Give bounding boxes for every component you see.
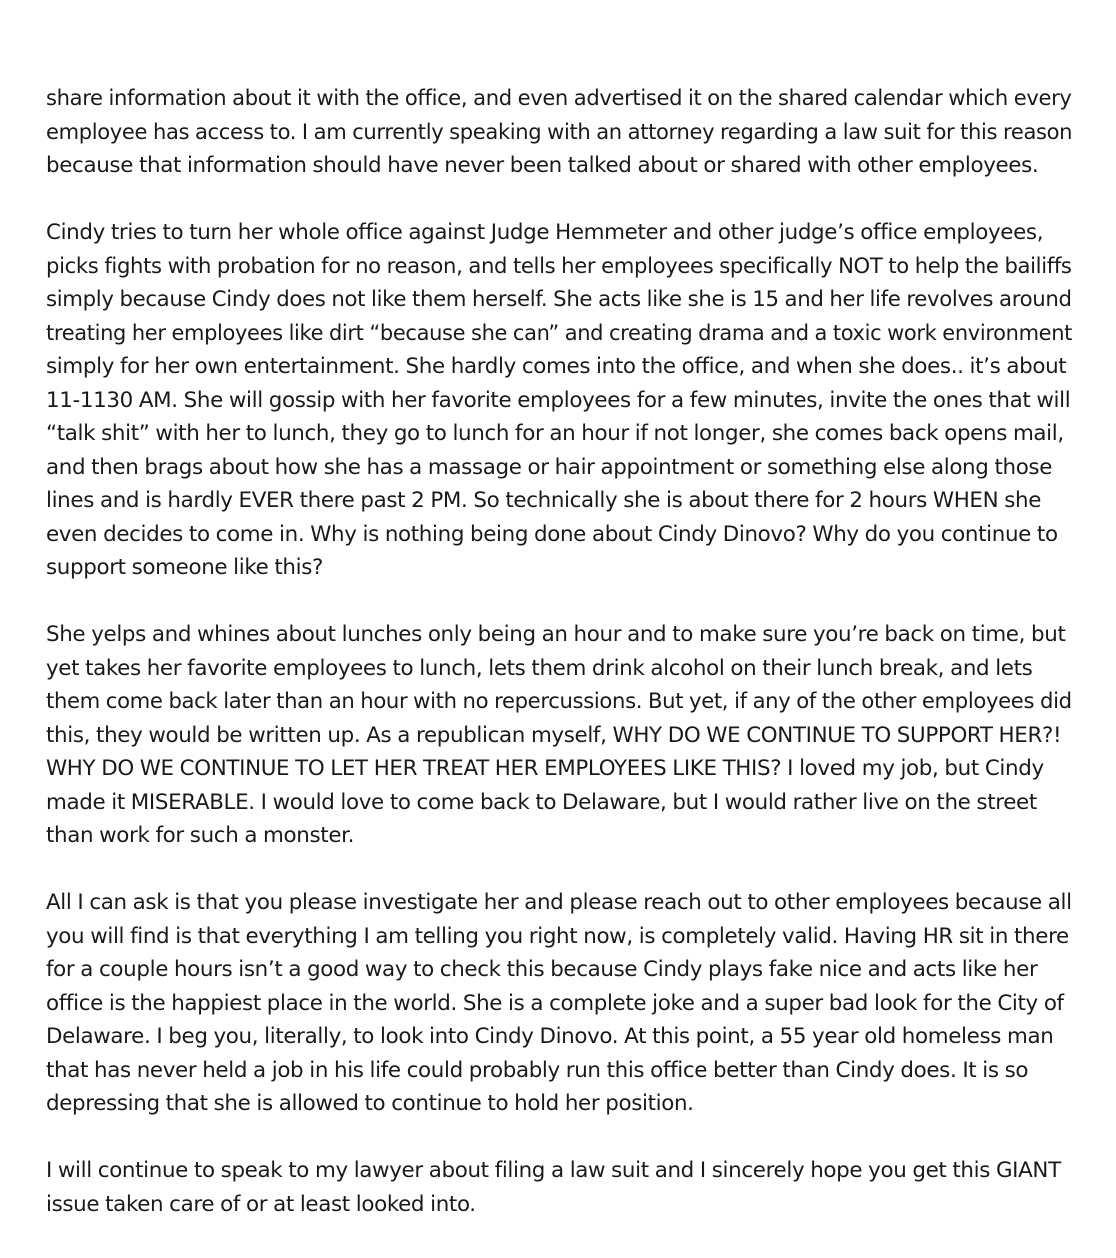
paragraph-4: [46, 886, 1072, 1121]
text-line: lines and is hardly EVER there past 2 PM. So technically she is about there for 2 hours WHEN she: [46, 488, 1042, 513]
text-line: simply because Cindy does not like them herself. She acts like she is 15 and her life revolves around: [46, 287, 1072, 312]
text-line: issue taken care of or at least looked into.: [46, 1191, 476, 1217]
paragraph-2: [46, 216, 1072, 585]
text-line: that has never held a job in his life could probably run this office better than Cindy does. It is so: [46, 1057, 1029, 1083]
text-line: share information about it with the office, and even advertised it on the shared calendar which every: [46, 86, 1072, 111]
text-line: support someone like this?: [46, 555, 324, 580]
text-line: than work for such a monster.: [46, 823, 355, 848]
text-line: yet takes her favorite employees to lunch, lets them drink alcohol on their lunch break, and lets: [46, 655, 1033, 681]
text-line: employee has access to. I am currently speaking with an attorney regarding a law suit for this reason: [46, 119, 1073, 145]
text-line: treating her employees like dirt “because she can” and creating drama and a toxic work environment: [46, 320, 1073, 346]
text-line: simply for her own entertainment. She hardly comes into the office, and when she does.. it’s about: [46, 354, 1067, 379]
text-line: made it MISERABLE. I would love to come back to Delaware, but I would rather live on the street: [46, 789, 1037, 815]
text-line: you will find is that everything I am telling you right now, is completely valid. Having HR sit in there: [46, 923, 1069, 949]
text-line: depressing that she is allowed to continue to hold her position.: [46, 1091, 694, 1116]
text-line: because that information should have never been talked about or shared with other employees.: [46, 153, 1039, 178]
paragraph-3: [46, 618, 1072, 853]
text-line: WHY DO WE CONTINUE TO LET HER TREAT HER EMPLOYEES LIKE THIS? I loved my job, but Cindy: [46, 756, 1044, 781]
text-line: office is the happiest place in the world. She is a complete joke and a super bad look for the City of: [46, 990, 1064, 1016]
text-line: Cindy tries to turn her whole office against Judge Hemmeter and other judge’s office employees,: [46, 220, 1044, 245]
letter-body: [46, 82, 1072, 1255]
text-line: even decides to come in. Why is nothing being done about Cindy Dinovo? Why do you continue to: [46, 521, 1058, 547]
paragraph-5: [46, 1154, 1072, 1221]
text-line: All I can ask is that you please investigate her and please reach out to other employees because all: [46, 890, 1072, 915]
text-line: She yelps and whines about lunches only being an hour and to make sure you’re back on time, but: [46, 622, 1066, 647]
text-line: Delaware. I beg you, literally, to look into Cindy Dinovo. At this point, a 55 year old homeless man: [46, 1024, 1054, 1049]
text-line: “talk shit” with her to lunch, they go to lunch for an hour if not longer, she comes back opens mail,: [46, 421, 1064, 446]
paragraph-1: [46, 82, 1072, 183]
text-line: picks fights with probation for no reason, and tells her employees specifically NOT to help the bailiffs: [46, 253, 1072, 279]
text-line: them come back later than an hour with no repercussions. But yet, if any of the other employees did: [46, 689, 1072, 714]
text-line: for a couple hours isn’t a good way to check this because Cindy plays fake nice and acts like her: [46, 957, 1038, 982]
text-line: and then brags about how she has a massage or hair appointment or something else along those: [46, 454, 1053, 480]
text-line: I will continue to speak to my lawyer about filing a law suit and I sincerely hope you get this GIANT: [46, 1158, 1061, 1183]
text-line: 11-1130 AM. She will gossip with her favorite employees for a few minutes, invite the ones that will: [46, 387, 1071, 413]
text-line: this, they would be written up. As a republican myself, WHY DO WE CONTINUE TO SUPPORT HER?!: [46, 722, 1062, 748]
